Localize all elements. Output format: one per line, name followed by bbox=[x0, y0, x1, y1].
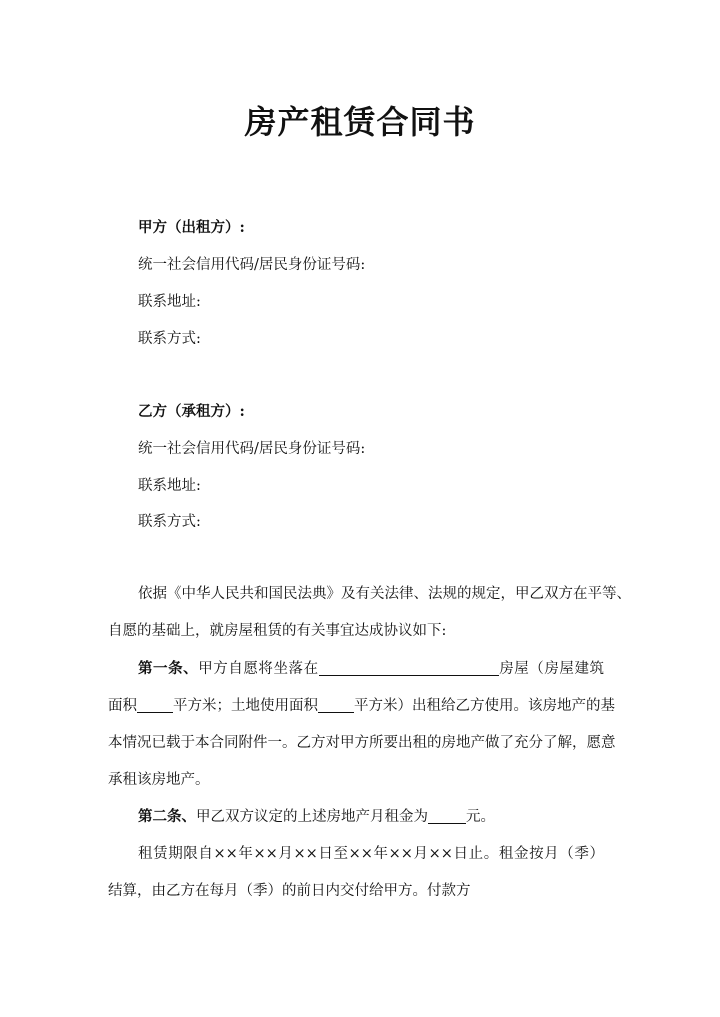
term-line-1: 租赁期限自××年××月××日至××年××月××日止。租金按月（季） bbox=[138, 846, 604, 862]
article1-line-1 bbox=[138, 659, 604, 679]
article1-label: 第一条、 bbox=[138, 660, 199, 677]
party-b-contact-label: 联系方式: bbox=[138, 514, 201, 530]
intro-line-1: 依据《中华人民共和国民法典》及有关法律、法规的规定，甲乙双方在平等、 bbox=[138, 586, 631, 602]
article2-text-a: 甲乙双方议定的上述房地产月租金为 bbox=[196, 809, 428, 825]
article1-line-4: 承租该房地产。 bbox=[108, 772, 210, 788]
article1-text-b: 房屋（房屋建筑 bbox=[498, 661, 605, 677]
land-area-blank bbox=[318, 697, 354, 713]
term-line-2: 结算，由乙方在每月（季）的前日内交付给甲方。付款方 bbox=[108, 883, 471, 899]
article2-line-1 bbox=[138, 807, 604, 827]
party-a-heading: 甲方（出租方）: bbox=[138, 219, 245, 236]
party-a-contact-label: 联系方式: bbox=[138, 331, 201, 347]
article1-land-label: 平方米；土地使用面积 bbox=[173, 698, 318, 714]
article2-label: 第二条、 bbox=[138, 808, 196, 825]
party-a-id-label: 统一社会信用代码/居民身份证号码: bbox=[138, 257, 366, 273]
party-b-address-label: 联系地址: bbox=[138, 478, 201, 494]
rent-blank bbox=[428, 808, 466, 824]
article2-text-b: 元。 bbox=[466, 809, 495, 825]
article1-lease-text: 平方米）出租给乙方使用。该房地产的基 bbox=[354, 698, 615, 714]
location-blank bbox=[319, 660, 499, 676]
party-a-address-label: 联系地址: bbox=[138, 294, 201, 310]
article1-area-label: 面积 bbox=[108, 698, 137, 714]
party-b-id-label: 统一社会信用代码/居民身份证号码: bbox=[138, 441, 366, 457]
article1-line-3: 本情况已载于本合同附件一。乙方对甲方所要出租的房地产做了充分了解，愿意 bbox=[108, 735, 616, 751]
article1-text-a: 甲方自愿将坐落在 bbox=[198, 661, 319, 677]
document-title: 房产租赁合同书 bbox=[244, 103, 476, 141]
article1-line-2 bbox=[108, 696, 615, 716]
intro-line-2: 自愿的基础上，就房屋租赁的有关事宜达成协议如下: bbox=[108, 623, 447, 639]
building-area-blank bbox=[137, 697, 173, 713]
party-b-heading: 乙方（承租方）: bbox=[138, 403, 245, 420]
